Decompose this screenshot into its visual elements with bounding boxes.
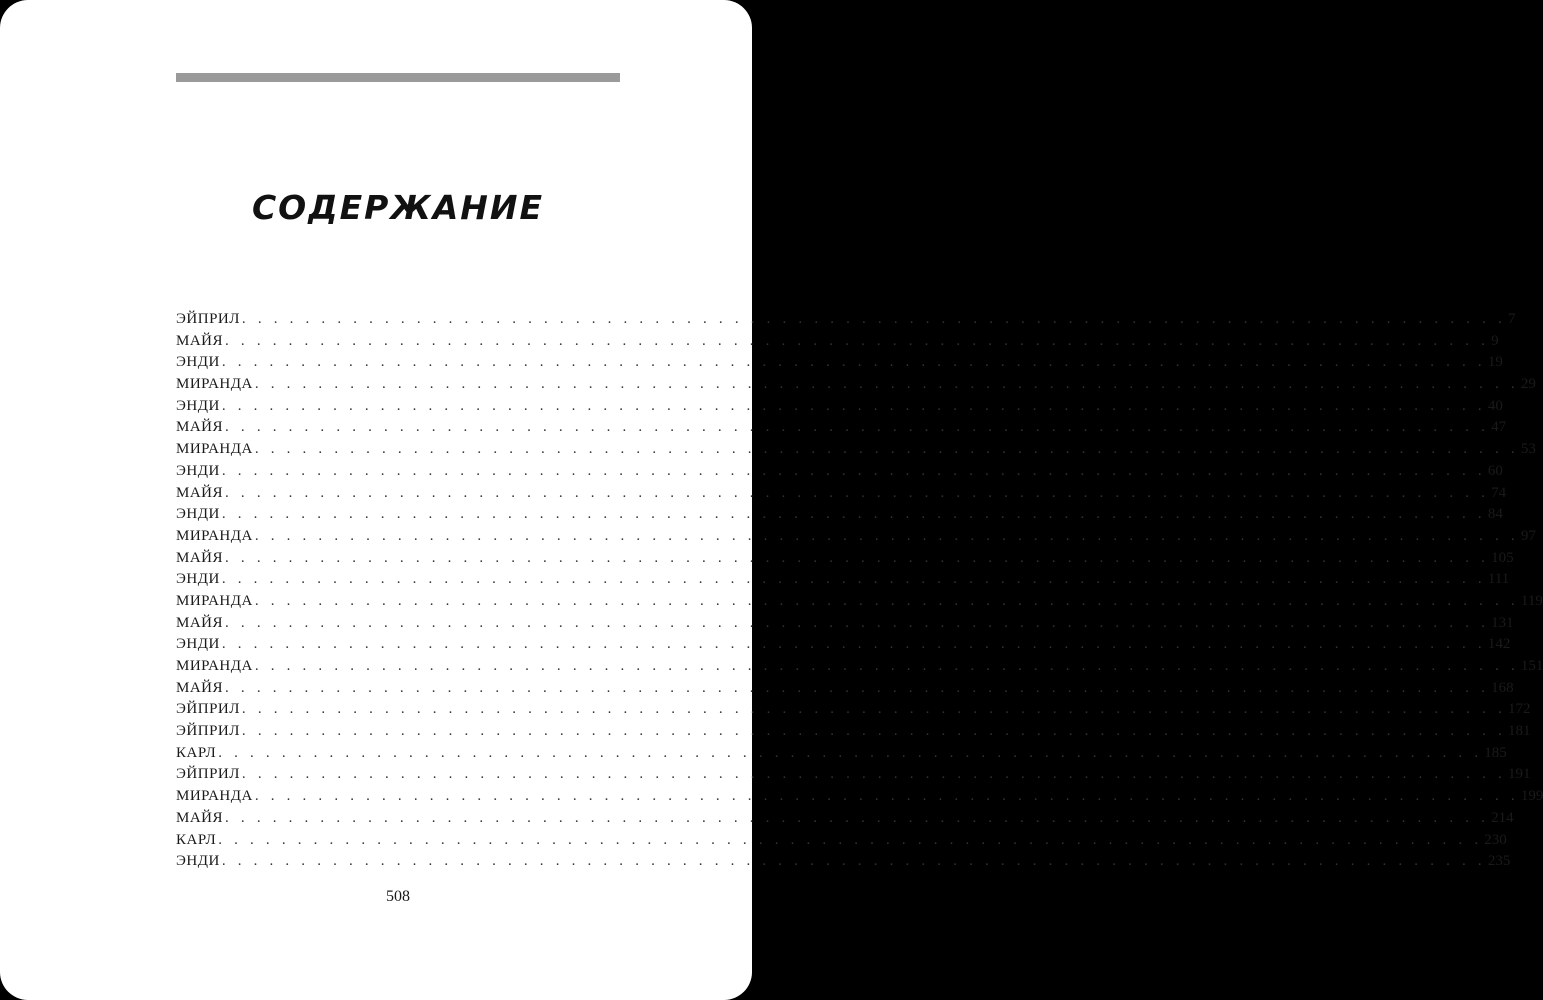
toc-entry[interactable] [176,679,1514,702]
toc-entry[interactable] [176,831,1507,854]
toc-dot-leader: . . . . . . . . . . . . . . . . . . . . . . . . . . . . . . . . . . . . . . . . . . . . . . . . . . . . . . . . . . . . . . . . . . . . . . . . . . . . . . . . [225,679,1490,696]
toc-entry-title: ЭЙПРИЛ [176,723,240,740]
toc-entry-page: 40 [1487,397,1503,414]
toc-dot-leader: . . . . . . . . . . . . . . . . . . . . . . . . . . . . . . . . . . . . . . . . . . . . . . . . . . . . . . . . . . . . . . . . . . . . . . . . . . . . . . . . [225,809,1490,826]
toc-dot-leader: . . . . . . . . . . . . . . . . . . . . . . . . . . . . . . . . . . . . . . . . . . . . . . . . . . . . . . . . . . . . . . . . . . . . . . . . . . . . . . . . [254,592,1519,609]
toc-entry-page: 191 [1507,766,1531,783]
toc-entry[interactable] [176,592,1543,615]
toc-dot-leader: . . . . . . . . . . . . . . . . . . . . . . . . . . . . . . . . . . . . . . . . . . . . . . . . . . . . . . . . . . . . . . . . . . . . . . . . . . . . . . . . [225,549,1490,566]
page-number: 508 [386,888,410,905]
toc-entry-page: 74 [1491,484,1507,501]
toc-entry-page: 47 [1491,419,1507,436]
toc-dot-leader: . . . . . . . . . . . . . . . . . . . . . . . . . . . . . . . . . . . . . . . . . . . . . . . . . . . . . . . . . . . . . . . . . . . . . . . . . . . . . . . . [221,354,1486,371]
toc-entry-page: 119 [1520,592,1543,609]
toc-dot-leader: . . . . . . . . . . . . . . . . . . . . . . . . . . . . . . . . . . . . . . . . . . . . . . . . . . . . . . . . . . . . . . . . . . . . . . . . . . . . . . . . [241,701,1506,718]
toc-entry-title: МИРАНДА [176,788,253,805]
toc-entry-page: 185 [1484,744,1507,761]
toc-entry-title: ЭНДИ [176,636,220,653]
toc-entry[interactable] [176,788,1543,810]
toc-entry-title: МАЙЯ [176,549,224,566]
toc-entry[interactable] [176,571,1510,593]
toc-entry-page: 131 [1491,614,1514,631]
toc-entry-title: МАЙЯ [176,332,224,349]
toc-entry-title: МИРАНДА [176,592,253,609]
toc-entry-title: ЭНДИ [176,506,220,523]
toc-dot-leader: . . . . . . . . . . . . . . . . . . . . . . . . . . . . . . . . . . . . . . . . . . . . . . . . . . . . . . . . . . . . . . . . . . . . . . . . . . . . . . . . [241,311,1506,327]
toc-entry-title: ЭНДИ [176,571,220,588]
contents-heading: СОДЕРЖАНИЕ [251,188,545,227]
toc-entry[interactable] [176,506,1503,528]
toc-entry-page: 19 [1487,354,1503,371]
toc-entry-title: ЭЙПРИЛ [176,311,240,327]
toc-dot-leader: . . . . . . . . . . . . . . . . . . . . . . . . . . . . . . . . . . . . . . . . . . . . . . . . . . . . . . . . . . . . . . . . . . . . . . . . . . . . . . . . [225,419,1490,436]
toc-entry-title: ЭЙПРИЛ [176,766,240,783]
toc-dot-leader: . . . . . . . . . . . . . . . . . . . . . . . . . . . . . . . . . . . . . . . . . . . . . . . . . . . . . . . . . . . . . . . . . . . . . . . . . . . . . . . . [254,788,1519,805]
toc-entry[interactable] [176,441,1536,463]
toc-entry-page: 142 [1487,636,1511,653]
toc-entry[interactable] [176,462,1503,485]
toc-entry[interactable] [176,614,1514,637]
toc-dot-leader: . . . . . . . . . . . . . . . . . . . . . . . . . . . . . . . . . . . . . . . . . . . . . . . . . . . . . . . . . . . . . . . . . . . . . . . . . . . . . . . . [225,332,1490,349]
toc-entry-page: 181 [1507,723,1531,740]
toc-entry[interactable] [176,658,1543,680]
toc-entry-title: КАРЛ [176,744,217,761]
toc-entry-page: 172 [1507,701,1531,718]
toc-entry[interactable] [176,744,1507,767]
toc-dot-leader: . . . . . . . . . . . . . . . . . . . . . . . . . . . . . . . . . . . . . . . . . . . . . . . . . . . . . . . . . . . . . . . . . . . . . . . . . . . . . . . . [221,571,1486,588]
toc-entry[interactable] [176,549,1514,572]
toc-dot-leader: . . . . . . . . . . . . . . . . . . . . . . . . . . . . . . . . . . . . . . . . . . . . . . . . . . . . . . . . . . . . . . . . . . . . . . . . . . . . . . . . [218,744,1483,761]
toc-entry[interactable] [176,354,1503,376]
toc-entry-page: 84 [1487,506,1503,523]
toc-entry[interactable] [176,809,1514,832]
toc-entry[interactable] [176,701,1531,723]
toc-entry[interactable] [176,376,1536,398]
toc-entry-title: МИРАНДА [176,441,253,458]
toc-dot-leader: . . . . . . . . . . . . . . . . . . . . . . . . . . . . . . . . . . . . . . . . . . . . . . . . . . . . . . . . . . . . . . . . . . . . . . . . . . . . . . . . [254,527,1519,544]
toc-entry-title: МАЙЯ [176,614,224,631]
toc-entry-page: 60 [1487,462,1503,479]
toc-entry-page: 105 [1491,549,1514,566]
toc-entry[interactable] [176,332,1499,355]
toc-entry-title: ЭНДИ [176,397,220,414]
toc-entry-page: 214 [1491,809,1514,826]
toc-entry[interactable] [176,484,1507,507]
toc-entry-title: ЭНДИ [176,853,220,870]
toc-entry[interactable] [176,311,1516,333]
toc-entry-title: МИРАНДА [176,658,253,674]
toc-entry-title: МАЙЯ [176,484,224,501]
toc-dot-leader: . . . . . . . . . . . . . . . . . . . . . . . . . . . . . . . . . . . . . . . . . . . . . . . . . . . . . . . . . . . . . . . . . . . . . . . . . . . . . . . . [254,658,1519,674]
toc-entry-page: 230 [1484,831,1507,848]
toc-dot-leader: . . . . . . . . . . . . . . . . . . . . . . . . . . . . . . . . . . . . . . . . . . . . . . . . . . . . . . . . . . . . . . . . . . . . . . . . . . . . . . . . [221,506,1486,523]
toc-dot-leader: . . . . . . . . . . . . . . . . . . . . . . . . . . . . . . . . . . . . . . . . . . . . . . . . . . . . . . . . . . . . . . . . . . . . . . . . . . . . . . . . [241,766,1506,783]
toc-entry-title: ЭЙПРИЛ [176,701,240,718]
toc-entry-title: ЭНДИ [176,354,220,371]
toc-dot-leader: . . . . . . . . . . . . . . . . . . . . . . . . . . . . . . . . . . . . . . . . . . . . . . . . . . . . . . . . . . . . . . . . . . . . . . . . . . . . . . . . [221,462,1486,479]
toc-entry-page: 168 [1491,679,1514,696]
toc-entry-title: МИРАНДА [176,527,253,544]
toc-entry-page: 235 [1487,853,1511,870]
toc-entry[interactable] [176,723,1531,745]
toc-entry[interactable] [176,419,1507,441]
toc-entry[interactable] [176,527,1536,550]
toc-entry-page: 53 [1520,441,1536,458]
toc-entry-page: 29 [1520,376,1536,393]
toc-dot-leader: . . . . . . . . . . . . . . . . . . . . . . . . . . . . . . . . . . . . . . . . . . . . . . . . . . . . . . . . . . . . . . . . . . . . . . . . . . . . . . . . [241,723,1506,740]
toc-dot-leader: . . . . . . . . . . . . . . . . . . . . . . . . . . . . . . . . . . . . . . . . . . . . . . . . . . . . . . . . . . . . . . . . . . . . . . . . . . . . . . . . [218,831,1483,848]
toc-entry-page: 151 [1520,658,1543,674]
toc-entry[interactable] [176,766,1531,788]
toc-entry-page: 111 [1487,571,1510,588]
toc-entry-page: 7 [1507,311,1516,327]
toc-entry-title: ЭНДИ [176,462,220,479]
toc-dot-leader: . . . . . . . . . . . . . . . . . . . . . . . . . . . . . . . . . . . . . . . . . . . . . . . . . . . . . . . . . . . . . . . . . . . . . . . . . . . . . . . . [254,441,1519,458]
toc-entry-title: КАРЛ [176,831,217,848]
toc-dot-leader: . . . . . . . . . . . . . . . . . . . . . . . . . . . . . . . . . . . . . . . . . . . . . . . . . . . . . . . . . . . . . . . . . . . . . . . . . . . . . . . . [221,636,1486,653]
toc-entry-title: МАЙЯ [176,809,224,826]
toc-dot-leader: . . . . . . . . . . . . . . . . . . . . . . . . . . . . . . . . . . . . . . . . . . . . . . . . . . . . . . . . . . . . . . . . . . . . . . . . . . . . . . . . [221,853,1486,870]
toc-dot-leader: . . . . . . . . . . . . . . . . . . . . . . . . . . . . . . . . . . . . . . . . . . . . . . . . . . . . . . . . . . . . . . . . . . . . . . . . . . . . . . . . [221,397,1486,414]
toc-dot-leader: . . . . . . . . . . . . . . . . . . . . . . . . . . . . . . . . . . . . . . . . . . . . . . . . . . . . . . . . . . . . . . . . . . . . . . . . . . . . . . . . [225,484,1490,501]
toc-entry[interactable] [176,853,1511,875]
toc-entry-page: 199 [1520,788,1543,805]
toc-entry-page: 9 [1491,332,1499,349]
toc-entry-title: МАЙЯ [176,419,224,436]
toc-dot-leader: . . . . . . . . . . . . . . . . . . . . . . . . . . . . . . . . . . . . . . . . . . . . . . . . . . . . . . . . . . . . . . . . . . . . . . . . . . . . . . . . [254,376,1519,393]
header-rule [176,73,620,82]
toc-entry-title: МИРАНДА [176,376,253,393]
toc-entry-page: 97 [1520,527,1536,544]
toc-entry[interactable] [176,636,1511,658]
toc-entry-title: МАЙЯ [176,679,224,696]
table-of-contents [176,311,1543,875]
toc-dot-leader: . . . . . . . . . . . . . . . . . . . . . . . . . . . . . . . . . . . . . . . . . . . . . . . . . . . . . . . . . . . . . . . . . . . . . . . . . . . . . . . . [225,614,1490,631]
toc-entry[interactable] [176,397,1503,420]
